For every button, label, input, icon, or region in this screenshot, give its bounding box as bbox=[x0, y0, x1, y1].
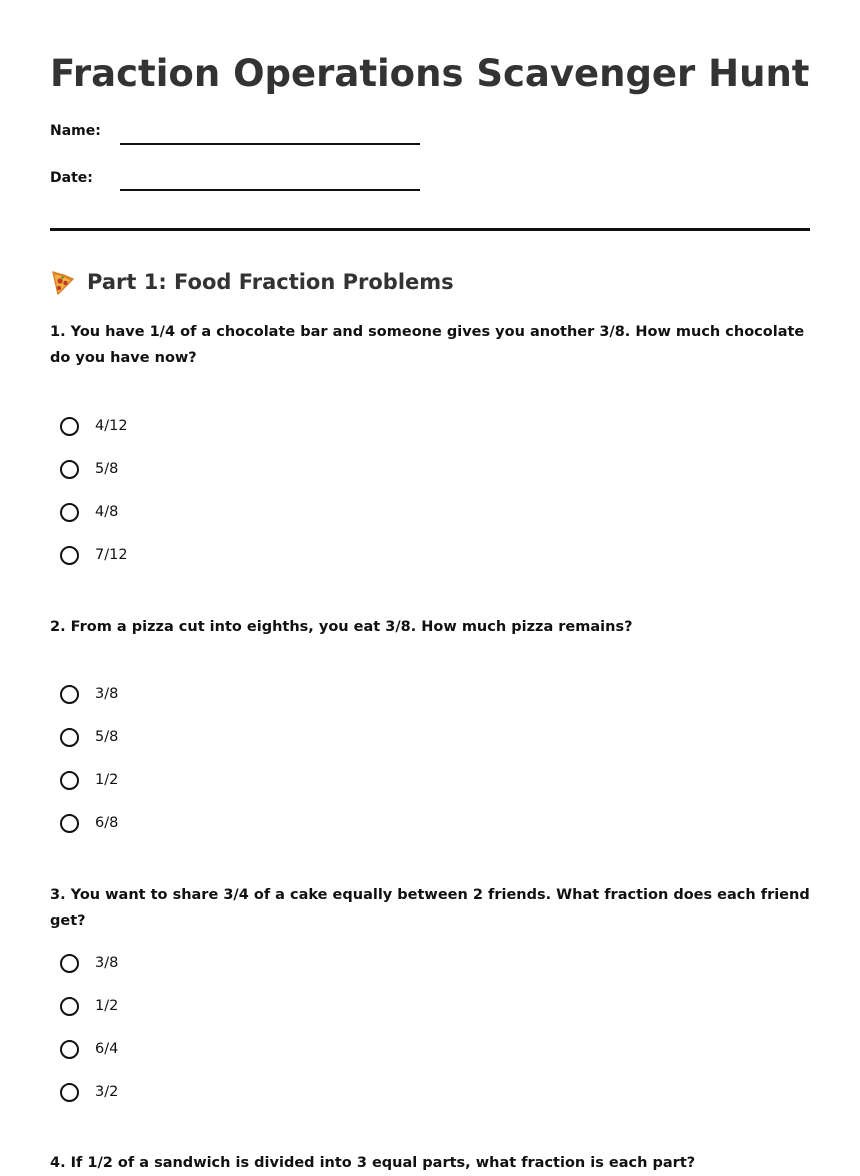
q2-option-b[interactable] bbox=[60, 724, 118, 750]
option-label: 1/2 bbox=[95, 998, 119, 1014]
option-label: 5/8 bbox=[95, 461, 119, 477]
section-heading bbox=[50, 266, 454, 298]
question-4: 4. If 1/2 of a sandwich is divided into 3 equal parts, what fraction is each part? bbox=[50, 1155, 696, 1171]
option-label: 7/12 bbox=[95, 547, 128, 563]
q3-option-d[interactable] bbox=[60, 1079, 118, 1105]
radio-button[interactable] bbox=[60, 460, 79, 479]
radio-button[interactable] bbox=[60, 417, 79, 436]
radio-button[interactable] bbox=[60, 1040, 79, 1059]
q3-option-a[interactable] bbox=[60, 950, 118, 976]
q1-option-c[interactable] bbox=[60, 499, 118, 525]
radio-button[interactable] bbox=[60, 1083, 79, 1102]
option-label: 6/4 bbox=[95, 1041, 119, 1057]
option-label: 5/8 bbox=[95, 729, 119, 745]
q3-option-b[interactable] bbox=[60, 993, 118, 1019]
option-label: 3/8 bbox=[95, 686, 119, 702]
option-label: 4/12 bbox=[95, 418, 128, 434]
date-label: Date: bbox=[50, 170, 93, 186]
q2-option-c[interactable] bbox=[60, 767, 118, 793]
radio-button[interactable] bbox=[60, 503, 79, 522]
question-3: 3. You want to share 3/4 of a cake equally between 2 friends. What fraction does each friend get? bbox=[50, 887, 810, 929]
section-title: Part 1: Food Fraction Problems bbox=[87, 270, 454, 294]
question-1: 1. You have 1/4 of a chocolate bar and someone gives you another 3/8. How much chocolate do you have now? bbox=[50, 324, 805, 366]
name-label: Name: bbox=[50, 123, 101, 139]
pizza-icon bbox=[50, 268, 76, 296]
option-label: 6/8 bbox=[95, 815, 119, 831]
name-field[interactable] bbox=[120, 143, 420, 145]
header-divider bbox=[50, 228, 810, 231]
option-label: 1/2 bbox=[95, 772, 119, 788]
radio-button[interactable] bbox=[60, 997, 79, 1016]
question-2: 2. From a pizza cut into eighths, you eat 3/8. How much pizza remains? bbox=[50, 619, 633, 635]
radio-button[interactable] bbox=[60, 814, 79, 833]
q1-option-a[interactable] bbox=[60, 413, 128, 439]
q2-option-a[interactable] bbox=[60, 681, 118, 707]
q1-option-b[interactable] bbox=[60, 456, 118, 482]
option-label: 4/8 bbox=[95, 504, 119, 520]
date-field[interactable] bbox=[120, 189, 420, 191]
option-label: 3/8 bbox=[95, 955, 119, 971]
q1-option-d[interactable] bbox=[60, 542, 128, 568]
option-label: 3/2 bbox=[95, 1084, 119, 1100]
radio-button[interactable] bbox=[60, 546, 79, 565]
radio-button[interactable] bbox=[60, 728, 79, 747]
radio-button[interactable] bbox=[60, 954, 79, 973]
radio-button[interactable] bbox=[60, 771, 79, 790]
page-title: Fraction Operations Scavenger Hunt bbox=[50, 52, 810, 95]
q2-option-d[interactable] bbox=[60, 810, 118, 836]
radio-button[interactable] bbox=[60, 685, 79, 704]
q3-option-c[interactable] bbox=[60, 1036, 118, 1062]
